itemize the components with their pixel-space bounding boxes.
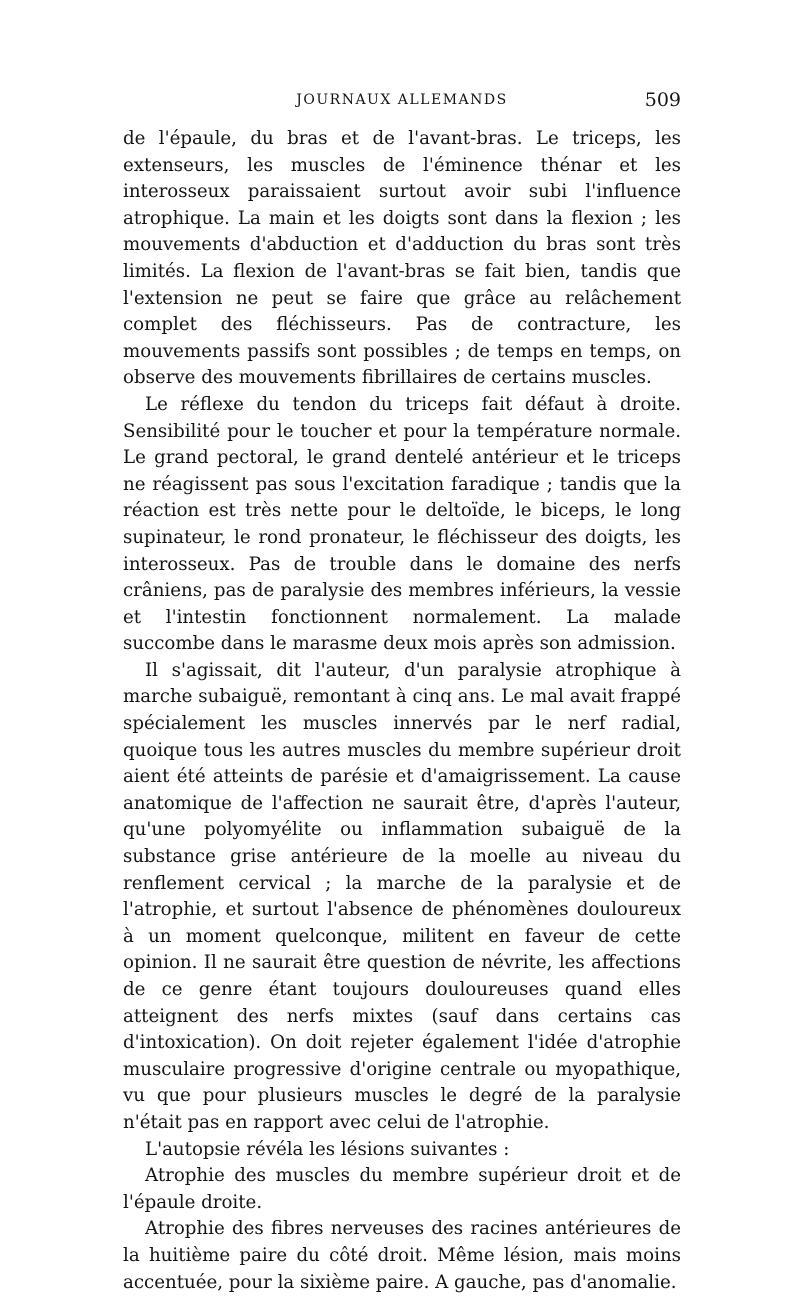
paragraph: Le réflexe du tendon du triceps fait défaut à droite. Sensibilité pour le toucher et pour la température normale. Le grand pectoral, le grand dentelé antérieur et le triceps ne réagissent pas sous l'excitation faradique ; tandis que la réaction est très nette pour le deltoïde, le biceps, le long supinateur, le rond pronateur, le fléchisseur des doigts, les interosseux. Pas de trouble dans le domaine des nerfs crâniens, pas de paralysie des membres inférieurs, la vessie et l'intestin fonctionnent normalement. La malade succombe dans le marasme deux mois après son admission. xyxy=(123,393,681,655)
paragraph: Atrophie des fibres nerveuses des racines antérieures de la huitième paire du côté droit. Même lésion, mais moins accentuée, pour la sixième paire. A gauche, pas d'anomalie. xyxy=(123,1218,681,1293)
page-number: 509 xyxy=(644,89,681,111)
paragraph: Il s'agissait, dit l'auteur, d'un paralysie atrophique à marche subaiguë, remontant à cinq ans. Le mal avait frappé spécialement les muscles innervés par le nerf radial, quoique tous les autres muscles du membre supérieur droit aient été atteints de parésie et d'amaigrissement. La cause anatomique de l'affection ne saurait être, d'après l'auteur, qu'une polyomyélite ou inflammation subaiguë de la substance grise antérieure de la moelle au niveau du renflement cervical ; la marche de la paralysie et de l'atrophie, et surtout l'absence de phénomènes douloureux à un moment quelconque, militent en faveur de cette opinion. Il ne saurait être question de névrite, les affections de ce genre étant toujours douloureuses quand elles atteignent des nerfs mixtes (sauf dans certains cas d'intoxication). On doit rejeter également l'idée d'atrophie musculaire progressive d'origine centrale ou myopathique, vu que pour plusieurs muscles le degré de la paralysie n'était pas en rapport avec celui de l'atrophie. xyxy=(123,659,681,1133)
body-text xyxy=(123,126,681,1296)
running-title: JOURNAUX ALLEMANDS xyxy=(296,92,508,108)
paragraph: L'autopsie révéla les lésions suivantes : xyxy=(145,1138,510,1160)
page-header xyxy=(123,89,681,116)
paragraph-continued: de l'épaule, du bras et de l'avant-bras. Le triceps, les extenseurs, les muscles de l'éminence thénar et les interosseux paraissaient surtout avoir subi l'influence atrophique. La main et les doigts sont dans la flexion ; les mouvements d'abduction et d'adduction du bras sont très limités. La flexion de l'avant-bras se fait bien, tandis que l'extension ne peut se faire que grâce au relâchement complet des fléchisseurs. Pas de contracture, les mouvements passifs sont possibles ; de temps en temps, on observe des mouvements fibrillaires de certains muscles. xyxy=(123,128,681,389)
paragraph: Atrophie des muscles du membre supérieur droit et de l'épaule droite. xyxy=(123,1165,681,1213)
